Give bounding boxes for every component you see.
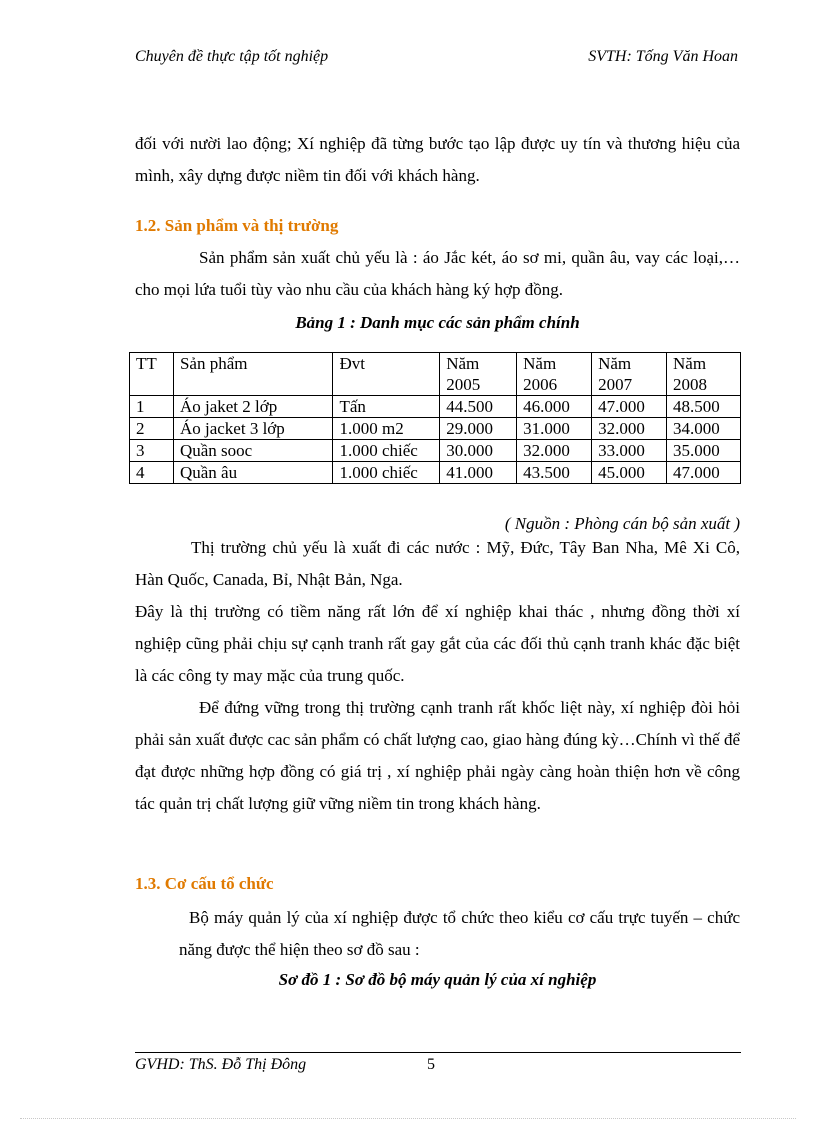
table-cell: Tấn [333,396,440,418]
table-header-cell: Năm 2005 [440,353,517,396]
table-cell: 29.000 [440,418,517,440]
page-edge-divider [20,1118,796,1119]
table-cell: 1.000 m2 [333,418,440,440]
table-row [130,418,741,440]
footer-divider [135,1052,741,1053]
header-title: Chuyên đề thực tập tốt nghiệp [135,48,329,65]
diagram-caption: Sơ đồ 1 : Sơ đồ bộ máy quản lý của xí nghiệp [278,970,597,989]
table-cell: 32.000 [592,418,667,440]
paragraph-intro: đối với nười lao động; Xí nghiệp đã từng bước tạo lập được uy tín và thương hiệu của mình, xây dựng được niềm tin đối với khách hàng. [135,134,740,185]
table-cell: 33.000 [592,440,667,462]
table-header-cell: Sản phẩm [173,353,333,396]
table-cell: 47.000 [592,396,667,418]
table-row [130,440,741,462]
table-cell: 1.000 chiếc [333,440,440,462]
table-row [130,462,741,484]
table-header-row [130,353,741,396]
table-header-cell: Năm 2007 [592,353,667,396]
table-cell: 44.500 [440,396,517,418]
products-table [129,352,741,484]
table-cell: 1.000 chiếc [333,462,440,484]
table-source-note: ( Nguồn : Phòng cán bộ sản xuất ) [504,514,740,533]
paragraph-potential: Đây là thị trường có tiềm năng rất lớn để xí nghiệp khai thác , nhưng đồng thời xí nghiệp cũng phải chịu sự cạnh tranh rất gay gắt của các đối thủ cạnh tranh khác đặc biệt là các công ty may mặc của trung quốc. [135,602,740,685]
table-cell: Áo jacket 3 lớp [173,418,333,440]
table-cell: 45.000 [592,462,667,484]
page-number: 5 [427,1056,435,1073]
table-cell: Quần sooc [173,440,333,462]
table-cell: 4 [130,462,174,484]
table-cell: Áo jaket 2 lớp [173,396,333,418]
table-cell: 34.000 [667,418,741,440]
header-student: SVTH: Tống Văn Hoan [588,48,738,65]
footer-advisor: GVHD: ThS. Đỗ Thị Đông [135,1056,307,1073]
table-row [130,396,741,418]
paragraph-products: Sản phẩm sản xuất chủ yếu là : áo Jắc két, áo sơ mi, quần âu, vay các loại,…cho mọi lứa tuổi tùy vào nhu cầu của khách hàng ký hợp đồng. [135,248,740,299]
table-header-cell: TT [130,353,174,396]
table-cell: 43.500 [517,462,592,484]
table-cell: 41.000 [440,462,517,484]
section-heading-1-3: 1.3. Cơ cấu tổ chức [135,874,274,893]
table-cell: 32.000 [517,440,592,462]
table-cell: 46.000 [517,396,592,418]
table-cell: 31.000 [517,418,592,440]
paragraph-structure: Bộ máy quản lý của xí nghiệp được tổ chức theo kiểu cơ cấu trực tuyến – chức năng được thể hiện theo sơ đồ sau : [179,908,740,959]
section-heading-1-2: 1.2. Sản phẩm và thị trường [135,216,339,235]
table-header-cell: Đvt [333,353,440,396]
table-cell: 30.000 [440,440,517,462]
table-header-cell: Năm 2008 [667,353,741,396]
table-cell: 47.000 [667,462,741,484]
table-cell: 35.000 [667,440,741,462]
table-cell: 3 [130,440,174,462]
page-header [135,48,740,68]
table-cell: Quần âu [173,462,333,484]
table-header-cell: Năm 2006 [517,353,592,396]
paragraph-market: Thị trường chủ yếu là xuất đi các nước : Mỹ, Đức, Tây Ban Nha, Mê Xi Cô, Hàn Quốc, Canada, Bỉ, Nhật Bản, Nga. [135,538,740,589]
table-cell: 1 [130,396,174,418]
table-caption: Bảng 1 : Danh mục các sản phẩm chính [295,313,580,332]
table-cell: 2 [130,418,174,440]
paragraph-competition: Để đứng vững trong thị trường cạnh tranh rất khốc liệt này, xí nghiệp đòi hỏi phải sản xuất được cac sản phẩm có chất lượng cao, giao hàng đúng kỳ…Chính vì thế để đạt được những hợp đồng có giá trị , xí nghiệp phải ngày càng hoàn thiện hơn về công tác quản trị chất lượng giữ vững niềm tin trong khách hàng. [135,698,740,813]
table-cell: 48.500 [667,396,741,418]
